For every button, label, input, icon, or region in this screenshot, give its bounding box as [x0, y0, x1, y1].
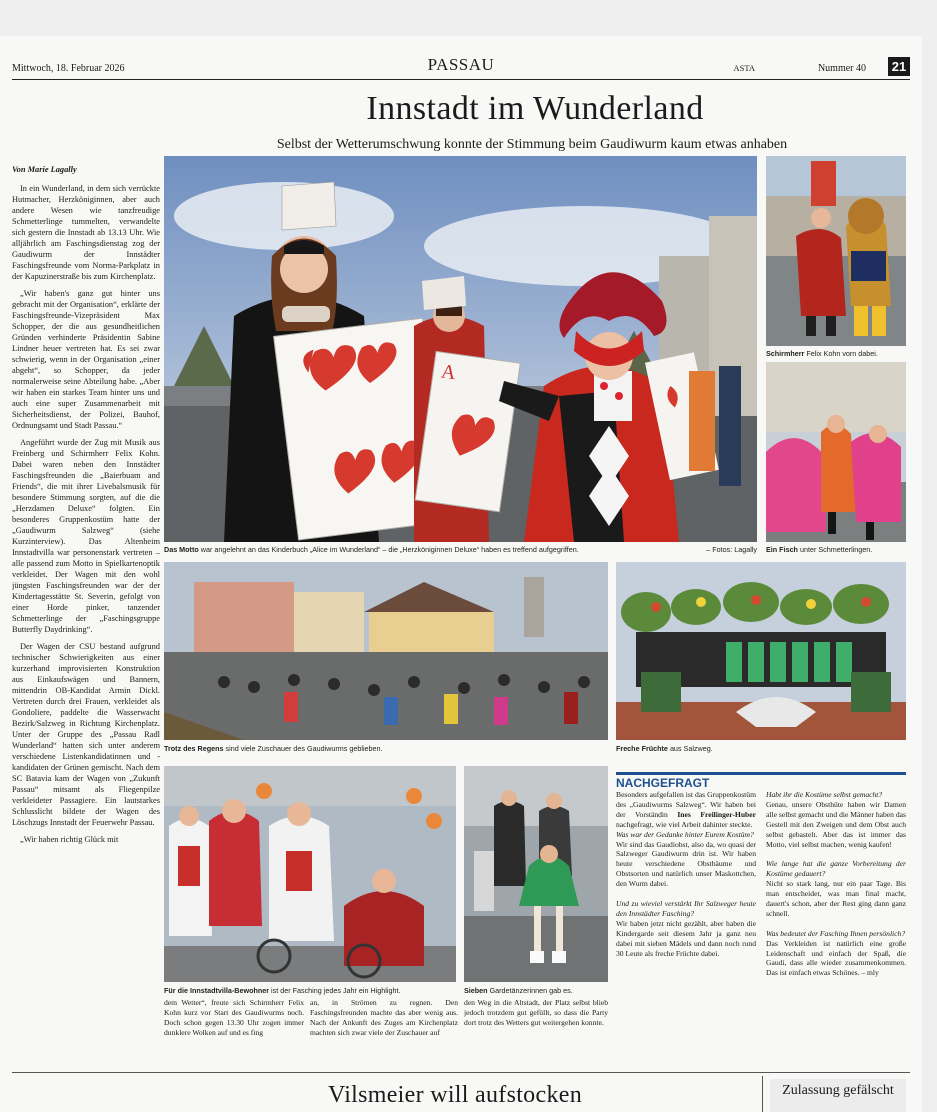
- photo-innstadtvilla-illustration: [164, 766, 456, 982]
- caption-bold: Schirmherr: [766, 349, 805, 358]
- crowd-caption: [164, 744, 608, 753]
- interview-intro-b: nachgefragt, wie viel Arbeit dahinter steckte.: [616, 819, 753, 829]
- fruit-caption: [616, 744, 906, 753]
- author-sign: – mly: [859, 968, 879, 978]
- caption-text: Gardetänzerinnen gab es.: [489, 986, 573, 995]
- photo-fruit-illustration: [616, 562, 906, 740]
- question-3: Habt ihr die Kostüme selbst gemacht?: [766, 790, 883, 799]
- section-title: PASSAU: [427, 55, 495, 74]
- paragraph-quote: „Wir haben's ganz gut hinter uns gebracht mit der Organisation“, erklärte der Faschingsfreunde-Vizepräsident Max Schopper, der die aus gesundheitlichen Gründen verhinderte Präsidentin Sabine Lindner heuer vertreten hat. Es sei zwar schwierig, wenn in der Organisation „einer abgeht“, so Schopper, da jeder normalerweise seine Abteilung habe. „Aber wir haben ein starkes Team hinter uns und auch eine super Zusammenarbeit mit Sicherheitsdienst, der Polizei, Bauhof, Ordnungsamt und Stadt Passau.“: [12, 289, 160, 430]
- section-divider: [12, 1072, 910, 1073]
- question-1: Was war der Gedanke hinter Eurem Kostüm?: [616, 829, 754, 839]
- question-2: Und zu wieviel verstärkt Ihr Salzweger heute den Innstädter Fasching?: [616, 898, 756, 918]
- nachgefragt-column-1: [616, 790, 756, 1062]
- caption-text: ist der Fasching jedes Jahr ein Highlight.: [271, 986, 401, 995]
- caption-bold: Das Motto: [164, 545, 199, 554]
- answer-1: Wir sind das Gaudiobst, also da, wo quasi der Salzweger Gaudiwurm drin ist. Wir haben heute verschiedene Obstbäume und Obstsorten und natürlich unser Maskottchen, den Wurm dabei.: [616, 839, 756, 889]
- answer-4: Nicht so stark lang, nur ein paar Tage. Bis man entscheidet, was man final macht, dauert's schon, aber der Rest ging dann ganz schnell.: [766, 879, 906, 918]
- article-headline: Innstadt im Wunderland: [366, 90, 704, 127]
- article-column-bottom-1: dem Wetter“, freute sich Schirmherr Felix Kohn kurz vor Start des Gaudiwurms noch. Doch schon gegen 13.30 Uhr zogen immer dunklere Wolken auf und es fing: [164, 998, 304, 1037]
- photo-dancers-illustration: [464, 766, 608, 982]
- photo-schirmherr-illustration: [766, 156, 906, 346]
- article-column-bottom-2: an, in Strömen zu regnen. Den Faschingsfreunden machte das aber wenig aus. Nach der Ankunft des Zuges am Kirchenplatz machten sich zwar viele der Zuschauer auf: [310, 998, 458, 1037]
- page-number: 21: [888, 57, 910, 76]
- schirmherr-caption: [766, 349, 906, 358]
- answer-2: Wir haben jetzt nicht gezählt, aber haben die Kindergarde seit diesem Jahr ja ganz neu dabei mit sieben Mädels und dann noch rund 30 Leute als freche Früchte dabei.: [616, 918, 756, 958]
- svg-text:A: A: [439, 360, 458, 385]
- photo-dancers: [464, 766, 608, 982]
- paragraph-intro: In ein Wunderland, in dem sich verrückte Hutmacher, Herzköniginnen, aber auch andere Wesen wie tanzfreudige Schmetterlinge tummelten, verwandelte sich gestern die Innstadt ab 13.13 Uhr. Wie alljährlich am Faschingsdienstag zog der Gaudiwurm der Innstädter Faschingsfreunde vom Norma-Parkplatz in der Kapuzinerstraße bis zum Kirchenplatz.: [12, 184, 160, 281]
- main-photo-caption: [164, 545, 757, 554]
- question-4: Wie lange hat die ganze Vorbereitung der Kostüme gedauert?: [766, 859, 906, 879]
- caption-text: unter Schmetterlingen.: [799, 545, 873, 554]
- nachgefragt-column-2: [766, 790, 906, 1062]
- innstadtvilla-caption: [164, 986, 456, 995]
- sidebox-headline: Zulassung gefälscht: [770, 1079, 906, 1112]
- photo-crowd-illustration: [164, 562, 608, 740]
- photo-schirmherr: [766, 156, 906, 346]
- caption-bold: Für die Innstadtvilla-Bewohner: [164, 986, 270, 995]
- article-left-column: [12, 154, 160, 990]
- edition-label: ASTA: [733, 63, 755, 73]
- photo-crowd-street: [164, 562, 608, 740]
- caption-text: war angelehnt an das Kinderbuch „Alice im Wunderland“ – die „Herzköniginnen Deluxe“ haben es treffend aufgegriffen.: [200, 545, 579, 554]
- answer-5: Das Verkleiden ist natürlich eine große Leidenschaft und einfach der Spaß, die Gaudi, dass alle wieder zusammenkommen. Das ist einfach etwas Schönes.: [766, 938, 906, 978]
- main-photo-illustration: [164, 156, 757, 542]
- caption-bold: Freche Früchte: [616, 744, 668, 753]
- main-photo-queen-of-hearts: [164, 156, 757, 542]
- photo-credit: – Fotos: Lagally: [706, 545, 757, 554]
- paragraph-wagons: Der Wagen der CSU bestand aufgrund technischer Schwierigkeiten aus einer kurzerhand improvisierten Konstruktion aus Einkaufswägen und Bannern, mittendrin OB-Kandidat Armin Dickl. Vertreten durch drei Frauen, verkleidet als Gondoliere, paddelte die Wasserwacht Bezirk/Salzweg in Richtung Kirchenplatz. Unter der Gruppe des „Passau Radl Wunderland“ hatten sich unter anderem verschiedene Listenkandidatinnen und -kandidaten der Grünen gemischt. Nach dem SC Batavia kam der Wagen von „Zukunft Passau“ mitsamt als Fliegenpilze verkleideter Passagiere. Ein lautstarkes Schlusslicht bildete der Wagen des Löschzugs Innstadt der Feuerwehr Passau.: [12, 642, 160, 827]
- photo-fruit-group: [616, 562, 906, 740]
- interviewee-name: Ines Freilinger-Huber: [677, 809, 756, 819]
- issue-date: Mittwoch, 18. Februar 2026: [12, 63, 125, 74]
- photo-innstadtvilla-residents: [164, 766, 456, 982]
- masthead: [12, 54, 910, 80]
- caption-text: Felix Kohn vorn dabei.: [806, 349, 878, 358]
- article-subheadline: Selbst der Wetterumschwung konnte der Stimmung beim Gaudiwurm kaum etwas anhaben: [276, 137, 788, 152]
- fish-caption: [766, 545, 906, 554]
- paragraph-parade: Angeführt wurde der Zug mit Musik aus Freinberg und Schirmherr Felix Kohn. Dabei waren neben den Innstädter Faschingsfreunden die „Baierbuam and Friends“, die mit ihrer Livebalsmusik für besondere Stimmung sorgten, auf die die „Herzdamen Deluxe“ folgten. Ein besonderes Gruppenkostüm hatte der „Gaudiwurm Salzweg“ (siehe Kurzinterview). Das Altenheim Innstadtvilla war personenstark vertreten – alle passend zum Motto in Spielkartenoptik verkleidet. Der Wagen mit den wohl jüngsten Faschingsfreunden war der der Kindertagesstätte St. Severin, gefolgt von einer Horde pinker, tanzender Schmetterlinge der „Faschingsgruppe Butterfly Daydrinking“.: [12, 438, 160, 634]
- answer-3: Genau, unsere Obsthüte haben wir Damen alle selbst gemacht und die Männer haben das Gestell mit den Zweigen und dem Obst auch selbst gebastelt. Aber das ist immer das Motto, viel selbst machen, wenig kaufen!: [766, 799, 906, 849]
- article-column-bottom-3: den Weg in die Altstadt, der Platz selbst blieb jedoch trotzdem gut gefüllt, so dass die Party dort trotz des Wetters gut weitergehen konnte.: [464, 998, 608, 1027]
- dancers-caption: [464, 986, 608, 995]
- photo-fish-costume: [766, 362, 906, 542]
- question-5: Was bedeutet der Fasching Ihnen persönlich?: [766, 928, 906, 938]
- issue-number: Nummer 40: [817, 63, 866, 74]
- newspaper-page: [0, 36, 922, 1112]
- nachgefragt-header: NACHGEFRAGT: [616, 772, 906, 787]
- caption-text: sind viele Zuschauer des Gaudiwurms geblieben.: [225, 744, 383, 753]
- column-rule: [762, 1076, 763, 1112]
- caption-bold: Trotz des Regens: [164, 744, 224, 753]
- photo-fish-illustration: [766, 362, 906, 542]
- paragraph-weather: „Wir haben richtig Glück mit: [20, 835, 119, 844]
- caption-bold: Ein Fisch: [766, 545, 798, 554]
- next-article-headline: Vilsmeier will aufstocken: [160, 1079, 750, 1109]
- interview-intro-a: Besonders aufgefallen ist das Gruppenkostüm des „Gaudiwurms Salzweg“. Wir haben bei der Vorständin: [616, 790, 756, 819]
- caption-bold: Sieben: [464, 986, 488, 995]
- byline: Von Marie Lagally: [12, 165, 77, 174]
- caption-text: aus Salzweg.: [669, 744, 713, 753]
